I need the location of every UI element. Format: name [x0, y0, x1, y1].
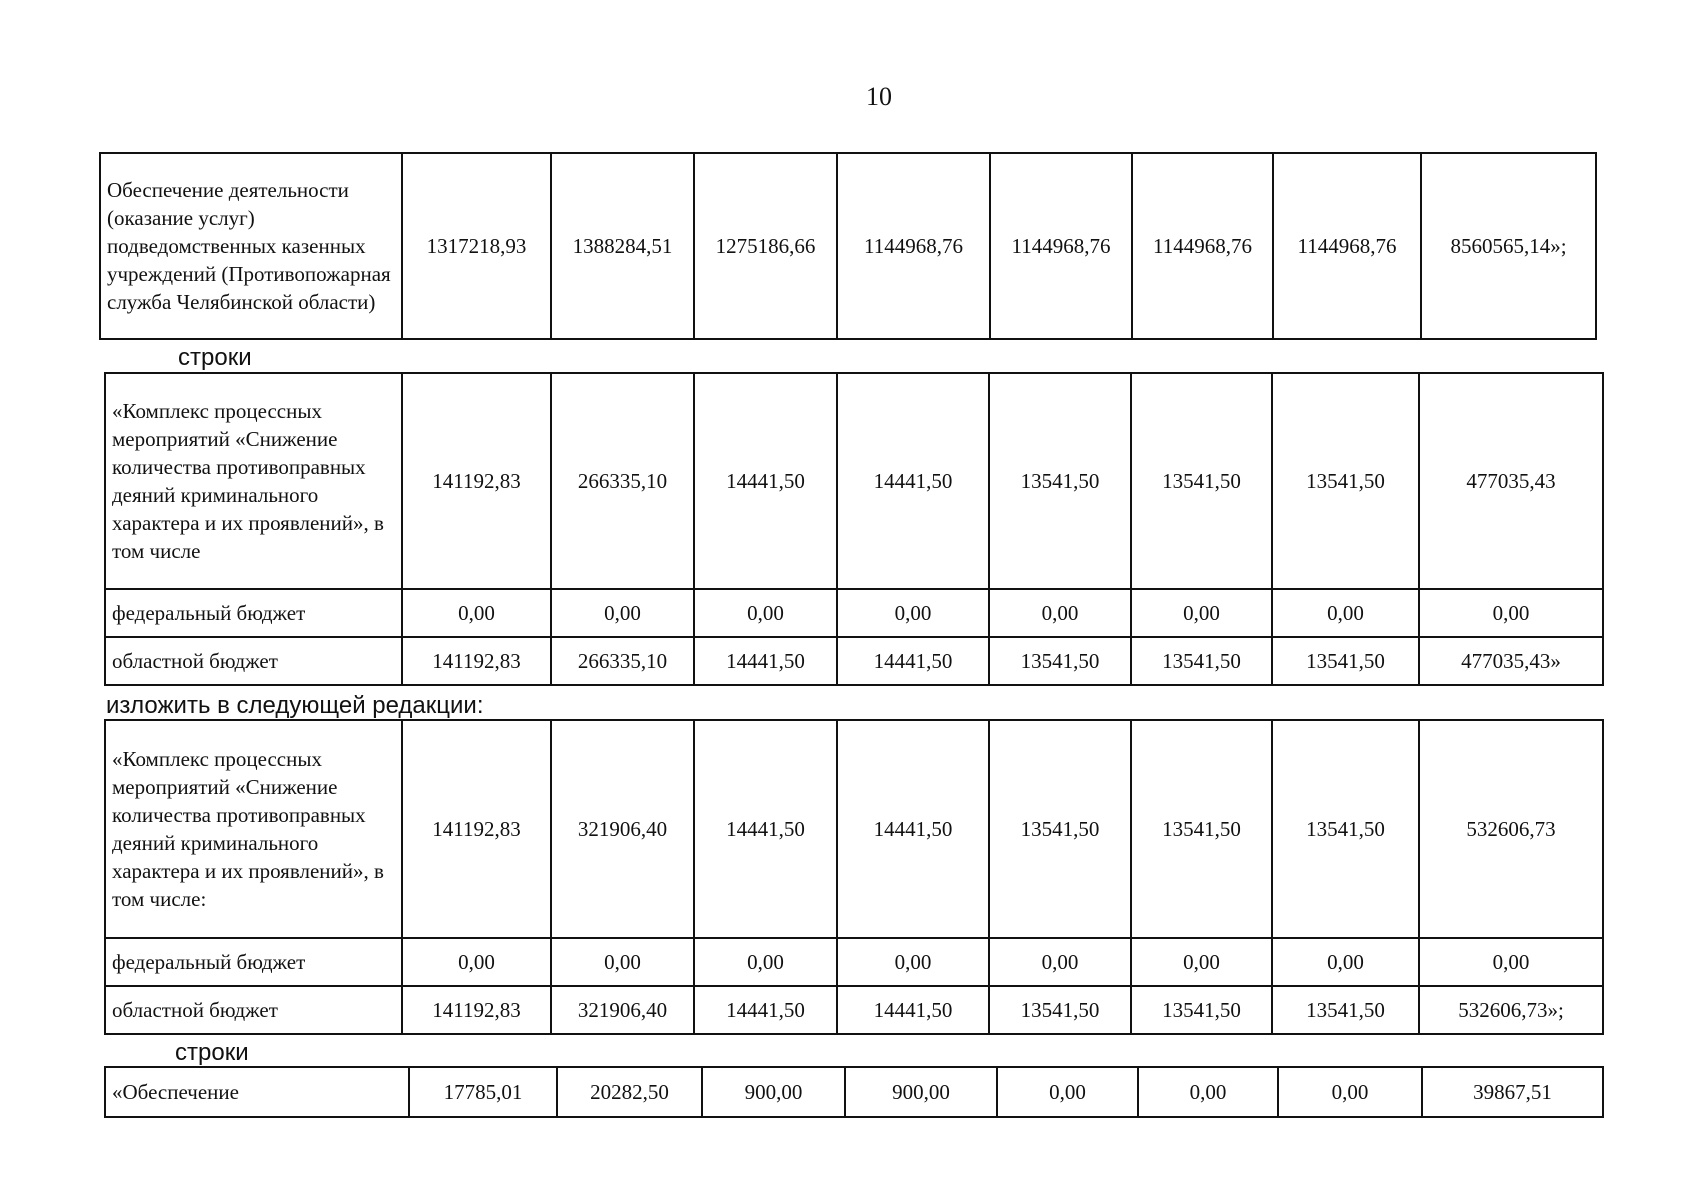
- value-cell: 13541,50: [1131, 986, 1272, 1034]
- budget-table-4: [104, 1066, 1604, 1118]
- value-cell: 0,00: [402, 589, 551, 637]
- value-cell: 141192,83: [402, 986, 551, 1034]
- value-cell: 0,00: [694, 938, 837, 986]
- value-cell: 266335,10: [551, 637, 694, 685]
- value-cell: 1275186,66: [694, 153, 837, 339]
- value-cell: 0,00: [1419, 589, 1603, 637]
- row-label: Обеспечение деятельности (оказание услуг) подведомственных казенных учреждений (Противопожарная служба Челябинской области): [100, 153, 402, 339]
- value-cell: 1317218,93: [402, 153, 551, 339]
- note-rows-1: строки: [178, 344, 252, 371]
- value-cell: 0,00: [997, 1067, 1138, 1117]
- value-cell: 13541,50: [1131, 373, 1272, 589]
- value-cell: 14441,50: [694, 637, 837, 685]
- value-cell: 1144968,76: [1273, 153, 1421, 339]
- table-row: [105, 589, 1603, 637]
- table-row: [105, 1067, 1603, 1117]
- table-row: [105, 986, 1603, 1034]
- value-cell: 141192,83: [402, 373, 551, 589]
- value-cell: 0,00: [1131, 589, 1272, 637]
- value-cell: 17785,01: [409, 1067, 557, 1117]
- value-cell: 0,00: [1278, 1067, 1422, 1117]
- row-label: федеральный бюджет: [105, 938, 402, 986]
- row-label: областной бюджет: [105, 637, 402, 685]
- value-cell: 321906,40: [551, 986, 694, 1034]
- value-cell: 14441,50: [694, 373, 837, 589]
- budget-table-1: [99, 152, 1597, 340]
- value-cell: 13541,50: [989, 986, 1131, 1034]
- value-cell: 477035,43»: [1419, 637, 1603, 685]
- value-cell: 0,00: [1419, 938, 1603, 986]
- value-cell: 0,00: [989, 938, 1131, 986]
- value-cell: 14441,50: [837, 986, 989, 1034]
- row-label: «Обеспечение: [105, 1067, 409, 1117]
- table-row: [105, 637, 1603, 685]
- value-cell: 0,00: [1272, 938, 1419, 986]
- value-cell: 14441,50: [837, 637, 989, 685]
- value-cell: 1144968,76: [1132, 153, 1273, 339]
- value-cell: 13541,50: [989, 637, 1131, 685]
- value-cell: 13541,50: [1272, 637, 1419, 685]
- value-cell: 14441,50: [694, 720, 837, 938]
- value-cell: 0,00: [837, 589, 989, 637]
- value-cell: 321906,40: [551, 720, 694, 938]
- value-cell: 266335,10: [551, 373, 694, 589]
- value-cell: 0,00: [402, 938, 551, 986]
- page-number: 10: [866, 82, 892, 111]
- note-rows-2: строки: [175, 1039, 249, 1066]
- value-cell: 0,00: [551, 589, 694, 637]
- row-label: «Комплекс процессных мероприятий «Снижение количества противоправных деяний криминального характера и их проявлений», в том числе: [105, 373, 402, 589]
- table-row: [105, 938, 1603, 986]
- row-label: федеральный бюджет: [105, 589, 402, 637]
- value-cell: 1144968,76: [837, 153, 990, 339]
- value-cell: 0,00: [989, 589, 1131, 637]
- value-cell: 1388284,51: [551, 153, 694, 339]
- value-cell: 900,00: [702, 1067, 845, 1117]
- value-cell: 20282,50: [557, 1067, 702, 1117]
- value-cell: 13541,50: [989, 720, 1131, 938]
- value-cell: 13541,50: [1131, 720, 1272, 938]
- value-cell: 13541,50: [1272, 986, 1419, 1034]
- budget-table-3: [104, 719, 1604, 1035]
- value-cell: 477035,43: [1419, 373, 1603, 589]
- table-row: [100, 153, 1596, 339]
- value-cell: 900,00: [845, 1067, 997, 1117]
- value-cell: 13541,50: [989, 373, 1131, 589]
- value-cell: 13541,50: [1131, 637, 1272, 685]
- value-cell: 532606,73: [1419, 720, 1603, 938]
- value-cell: 141192,83: [402, 637, 551, 685]
- value-cell: 13541,50: [1272, 373, 1419, 589]
- value-cell: 14441,50: [837, 373, 989, 589]
- value-cell: 8560565,14»;: [1421, 153, 1596, 339]
- value-cell: 0,00: [694, 589, 837, 637]
- value-cell: 14441,50: [837, 720, 989, 938]
- row-label: областной бюджет: [105, 986, 402, 1034]
- value-cell: 0,00: [1272, 589, 1419, 637]
- table-row: [105, 720, 1603, 938]
- table-row: [105, 373, 1603, 589]
- value-cell: 0,00: [837, 938, 989, 986]
- value-cell: 1144968,76: [990, 153, 1132, 339]
- row-label: «Комплекс процессных мероприятий «Снижение количества противоправных деяний криминального характера и их проявлений», в том числе:: [105, 720, 402, 938]
- budget-table-2: [104, 372, 1604, 686]
- value-cell: 13541,50: [1272, 720, 1419, 938]
- value-cell: 0,00: [1138, 1067, 1278, 1117]
- value-cell: 0,00: [551, 938, 694, 986]
- value-cell: 0,00: [1131, 938, 1272, 986]
- note-replace: изложить в следующей редакции:: [106, 692, 484, 719]
- value-cell: 141192,83: [402, 720, 551, 938]
- value-cell: 532606,73»;: [1419, 986, 1603, 1034]
- value-cell: 14441,50: [694, 986, 837, 1034]
- value-cell: 39867,51: [1422, 1067, 1603, 1117]
